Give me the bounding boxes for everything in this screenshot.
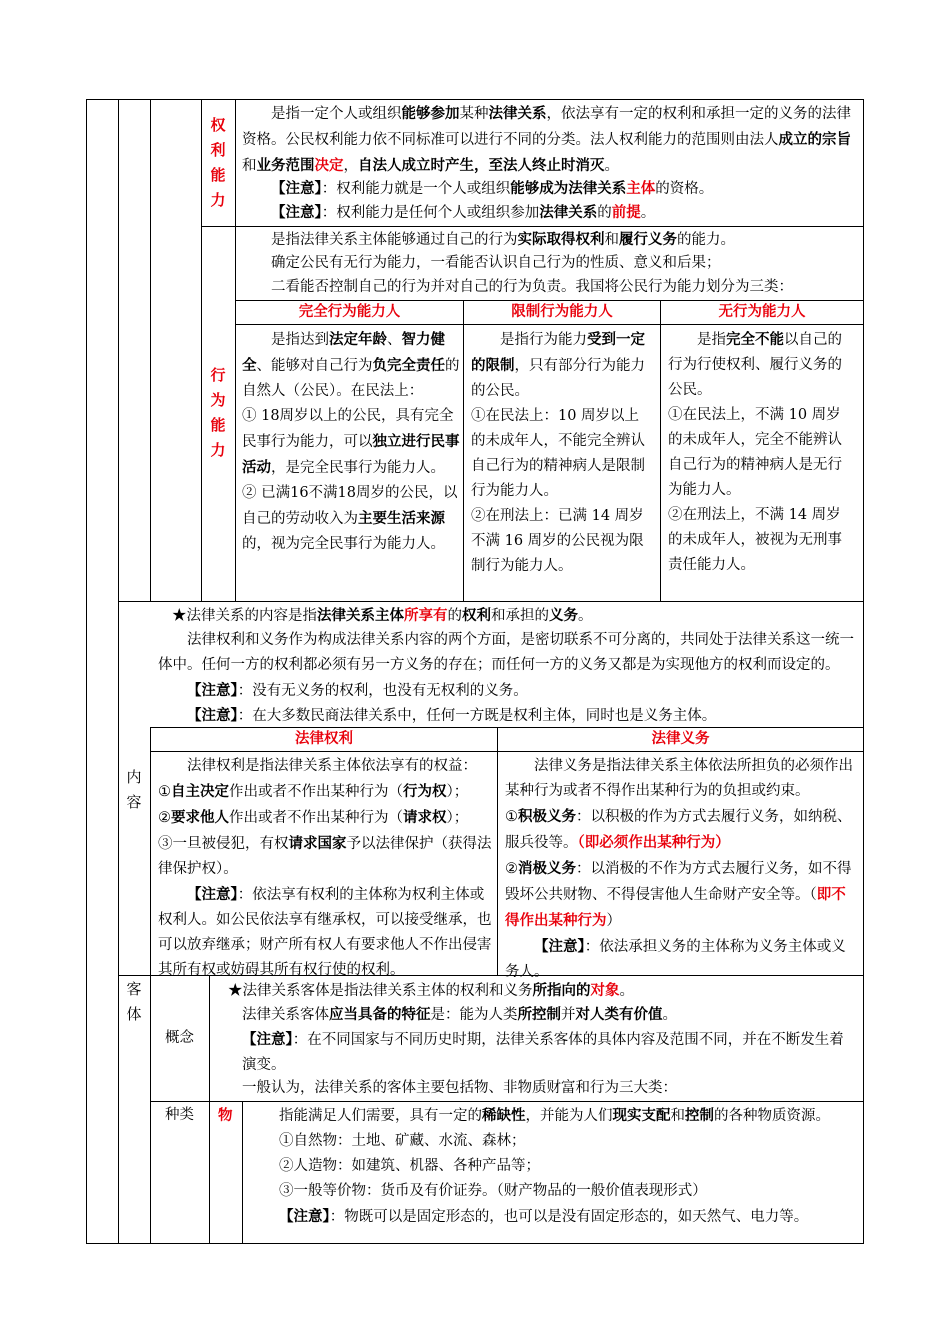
no-capacity-cell: 是指完全不能以自己的行为行使权利、履行义务的公民。 ①在民法上，不满 10 周岁的未成年人，完全不能辨认自己行为的精神病人是无行为能力人。 ②在刑法上，不满 14 周岁的未成年人，被视为无刑事责任能力人。 — [668, 331, 842, 573]
content-paragraph: 法律权利和义务作为构成法律关系内容的两个方面，是密切联系不可分离的，共同处于法律关系这一统一体中。任何一方的权利都必须有另一方义务的存在；而任何一方的义务又都是为实现他方的权利而设定的。 — [158, 632, 854, 673]
col-header-legal-duties: 法律义务 — [651, 730, 710, 747]
rights-capacity-definition: 是指一定个人或组织能够参加某种法律关系，依法享有一定的权利和承担一定的义务的法律资格。公民权利能力依不同标准可以进行不同的分类。法人权利能力的范围则由法人成立的宗旨和业务范围决定，自法人成立时产生，至法人终止时消灭。 — [242, 105, 851, 174]
thing-label: 物 — [218, 1107, 233, 1124]
object-definition: ★法律关系客体是指法律关系主体的权利和义务所指向的对象。 — [228, 982, 634, 999]
legal-rights-cell: 法律权利是指法律关系主体依法享有的权益： ①自主决定作出或者不作出某种行为（行为权）； ②要求他人作出或者不作出某种行为（请求权）； ③一旦被侵犯，有权请求国家予以法律保护（获得法律保护权）。 【注意】：依法享有权利的主体称为权利主体或权利人。如公民依法享有继承权，可以接受继承，也可以放弃继承；财产所有权人有要求他人不作出侵害其所有权或妨碍其所有权行使的权利。 — [158, 758, 492, 978]
rights-capacity-note-1: 【注意】：权利能力就是一个人或组织能够成为法律关系主体的资格。 — [271, 180, 714, 197]
content-label: 内 容 — [126, 768, 142, 811]
object-label: 客 体 — [126, 980, 142, 1023]
col-header-limited-capacity: 限制行为能力人 — [511, 303, 613, 320]
col-header-full-capacity: 完全行为能力人 — [298, 303, 401, 320]
object-features: 法律关系客体应当具备的特征是：能为人类所控制并对人类有价值。 — [242, 1006, 677, 1023]
content-definition: ★法律关系的内容是指法律关系主体所享有的权利和承担的义务。 — [172, 607, 593, 624]
behavior-capacity-intro-3: 二看能否控制自己的行为并对自己的行为负责。我国将公民行为能力划分为三类： — [271, 279, 793, 295]
legal-duties-cell: 法律义务是指法律关系主体依法所担负的必须作出某种行为或者不得作出某种行为的负担或约束。 ①积极义务：以积极的作为方式去履行义务，如纳税、服兵役等。（即必须作出某种行为） ②消极义务：以消极的不作为方式去履行义务，如不得毁坏公共财物、不得侵害他人生命财产安全等。（即不得作出某种行为） 【注意】：依法承担义务的主体称为义务主体或义务人。 — [505, 758, 853, 980]
full-capacity-cell: 是指达到法定年龄、智力健全、能够对自己行为负完全责任的自然人（公民）。在民法上： ① 18周岁以上的公民，具有完全民事行为能力，可以独立进行民事活动，是完全民事行为能力人。 ② 已满16不满18周岁的公民，以自己的劳动收入为主要生活来源的，视为完全民事行为能力人。 — [242, 331, 460, 552]
object-note: 【注意】：在不同国家与不同历史时期，法律关系客体的具体内容及范围不同，并在不断发生着演变。 — [242, 1031, 844, 1073]
concept-label: 概念 — [165, 1030, 194, 1046]
rights-capacity-note-2: 【注意】：权利能力是任何个人或组织参加法律关系的前提。 — [271, 204, 656, 221]
col-header-no-capacity: 无行为能力人 — [718, 303, 806, 320]
content-note-2: 【注意】：在大多数民商法律关系中，任何一方既是权利主体，同时也是义务主体。 — [187, 707, 717, 724]
thing-cell: 指能满足人们需要，具有一定的稀缺性，并能为人们现实支配和控制的各种物质资源。 ①自然物：土地、矿藏、水流、森林； ②人造物：如建筑、机器、各种产品等； ③一般等价物：货币及有价证券。（财产物品的一般价值表现形式） 【注意】：物既可以是固定形态的，也可以是没有固定形态的，如天然气、电力等。 — [279, 1107, 830, 1225]
limited-capacity-cell: 是指行为能力受到一定的限制，只有部分行为能力的公民。 ①在民法上：10 周岁以上的未成年人，不能完全辨认自己行为的精神病人是限制行为能力人。 ②在刑法上：已满 14 周岁不满 16 周岁的公民视为限制行为能力人。 — [471, 331, 645, 574]
kinds-label: 种类 — [165, 1107, 194, 1123]
object-general: 一般认为，法律关系的客体主要包括物、非物质财富和行为三大类： — [242, 1080, 677, 1096]
content-note-1: 【注意】：没有无义务的权利，也没有无权利的义务。 — [187, 682, 528, 699]
behavior-capacity-intro-1: 是指法律关系主体能够通过自己的行为实际取得权利和履行义务的能力。 — [271, 231, 735, 248]
rights-capacity-label: 权 利 能 力 — [210, 116, 226, 209]
behavior-capacity-label: 行 为 能 力 — [210, 366, 226, 459]
behavior-capacity-intro-2: 确定公民有无行为能力，一看能否认识自己行为的性质、意义和后果； — [271, 255, 721, 271]
col-header-legal-rights: 法律权利 — [295, 730, 353, 747]
